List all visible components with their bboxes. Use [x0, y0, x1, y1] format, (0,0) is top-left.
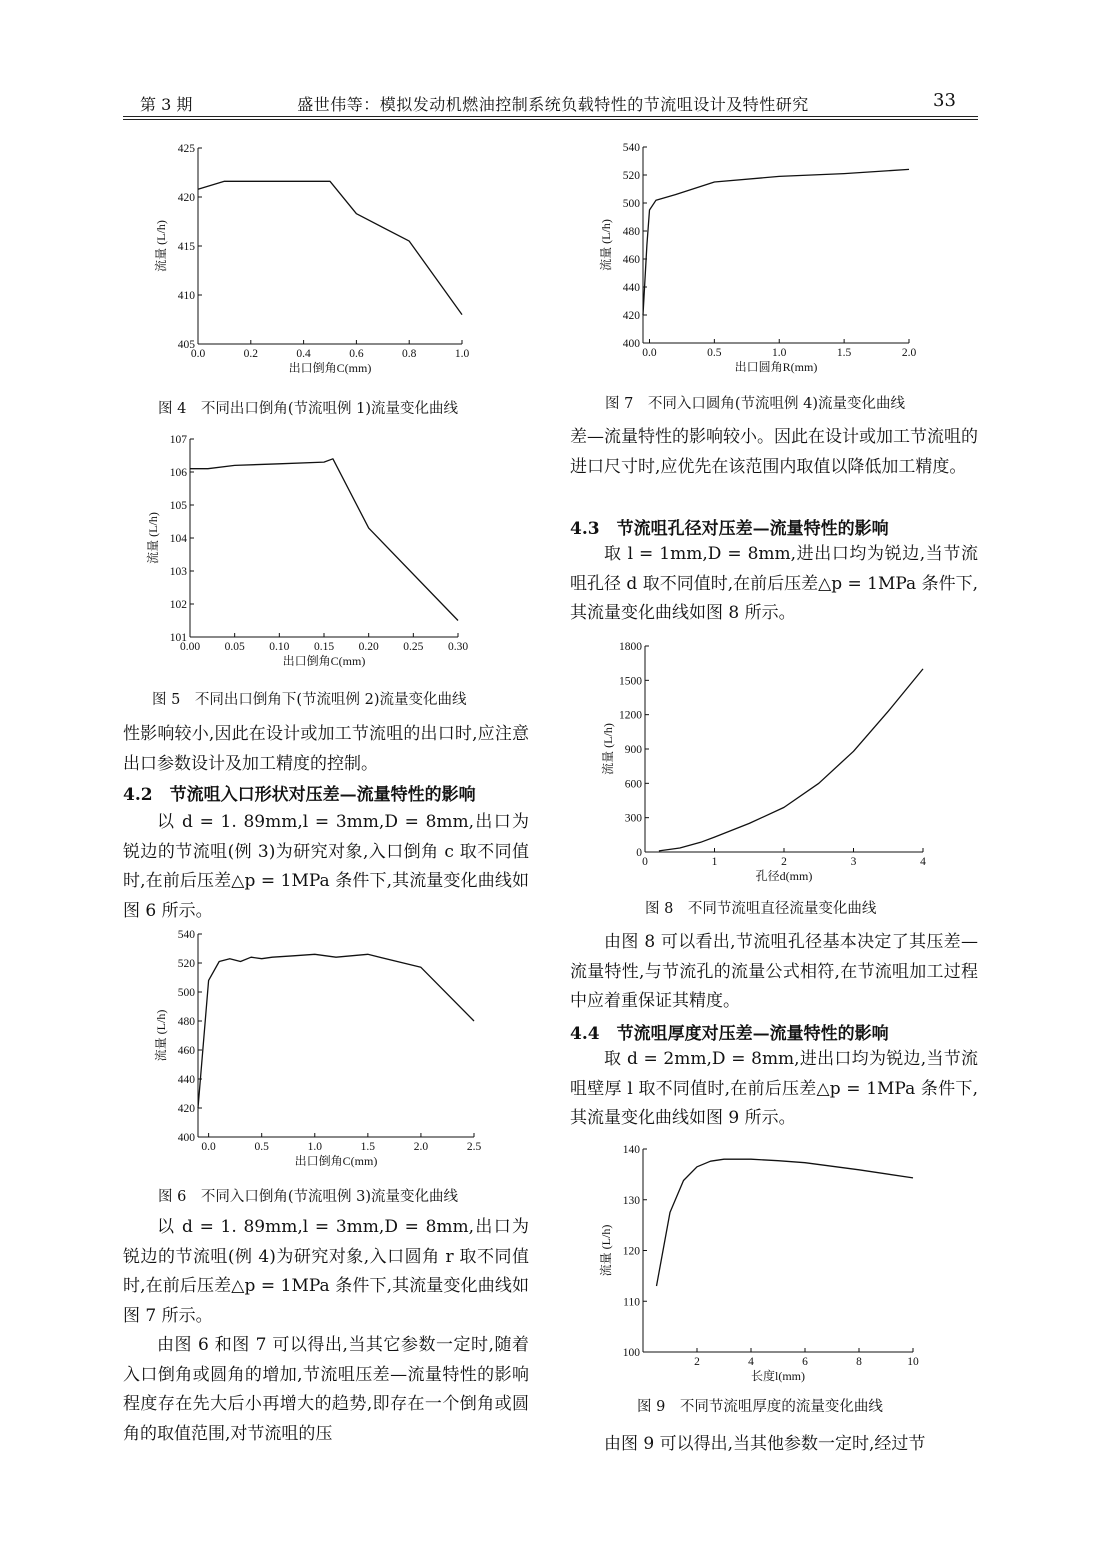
fig5-y-tick-label: 106 [169, 467, 187, 479]
fig7-series-line [643, 169, 909, 315]
right-p2-text: 取 l = 1mm,D = 8mm,进出口均为锐边,当节流咀孔径 d 取不同值时,在前后压差△p = 1MPa 条件下,其流量变化曲线如图 8 所示。 [570, 544, 978, 623]
fig7-x-tick-label: 2.0 [901, 347, 917, 359]
figure-5 [145, 430, 480, 674]
fig7-y-tick-label: 420 [622, 310, 640, 322]
section-4-3-heading: 4.3 节流咀孔径对压差—流量特性的影响 [570, 519, 889, 539]
fig5-y-tick-label: 107 [169, 434, 187, 446]
fig5-x-tick-label: 0.10 [269, 641, 290, 653]
fig4-x-axis-label: 出口倒角C(mm) [288, 361, 372, 375]
fig6-x-tick-label: 1.5 [360, 1141, 376, 1153]
right-paragraph-3 [570, 928, 978, 1017]
left-paragraph-4 [123, 1331, 529, 1449]
fig8-x-axis-label: 孔径d(mm) [755, 869, 813, 883]
fig9-x-tick-label: 6 [802, 1356, 808, 1368]
fig5-y-tick-label: 105 [169, 500, 187, 512]
fig6-y-axis-label: 流量 (L/h) [154, 1009, 168, 1062]
fig6-x-axis-label: 出口倒角C(mm) [294, 1154, 378, 1168]
fig7-y-tick-label: 400 [622, 338, 640, 350]
fig8-y-axis-label: 流量 (L/h) [601, 723, 615, 775]
fig8-y-tick-label: 1800 [619, 641, 642, 653]
fig6-x-tick-label: 1.0 [307, 1141, 322, 1153]
fig5-x-tick-label: 0.25 [403, 641, 424, 653]
fig5-x-tick-label: 0.05 [224, 641, 245, 653]
fig4-x-tick-label: 0.8 [402, 348, 417, 360]
fig5-series-line [190, 459, 458, 621]
fig8-y-tick-label: 1200 [619, 709, 642, 722]
fig6-y-tick-label: 500 [177, 987, 195, 999]
fig7-y-tick-label: 540 [622, 142, 640, 154]
fig9-x-tick-label: 4 [748, 1356, 754, 1368]
right-p4-text: 取 d = 2mm,D = 8mm,进出口均为锐边,当节流咀壁厚 l 取不同值时,在前后压差△p = 1MPa 条件下,其流量变化曲线如图 9 所示。 [570, 1049, 978, 1128]
fig8-series-line [659, 669, 923, 851]
fig9-y-tick-label: 120 [622, 1245, 640, 1258]
fig9-y-tick-label: 110 [623, 1296, 640, 1309]
fig7-plot [595, 138, 930, 378]
fig5-y-tick-label: 101 [169, 632, 187, 644]
fig9-y-axis-label: 流量 (L/h) [599, 1224, 613, 1277]
page-number: 33 [933, 90, 956, 111]
fig5-x-tick-label: 0.15 [313, 641, 335, 653]
fig8-x-tick-label: 1 [711, 856, 718, 868]
figure-7-caption: 图 7 不同入口圆角(节流咀例 4)流量变化曲线 [605, 396, 905, 412]
fig4-x-tick-label: 0.0 [190, 348, 206, 360]
fig7-x-tick-label: 0.0 [642, 347, 657, 359]
right-p1-text: 差—流量特性的影响较小。因此在设计或加工节流咀的进口尺寸时,应优先在该范围内取值以降低加工精度。 [570, 427, 978, 477]
left-p3-text: 以 d = 1. 89mm,l = 3mm,D = 8mm,出口为锐边的节流咀(例 4)为研究对象,入口圆角 r 取不同值时,在前后压差△p = 1MPa 条件下,其流量变化曲线如图 7 所示。 [123, 1217, 529, 1326]
figure-8-caption: 图 8 不同节流咀直径流量变化曲线 [645, 901, 877, 917]
fig8-x-tick-label: 2 [781, 856, 787, 868]
right-paragraph-1 [570, 423, 978, 482]
figure-7 [595, 138, 930, 382]
fig8-x-tick-label: 0 [642, 856, 648, 868]
fig5-y-tick-label: 103 [169, 566, 187, 578]
fig6-y-tick-label: 420 [177, 1103, 195, 1115]
fig7-y-tick-label: 480 [622, 226, 640, 238]
right-p5-text: 由图 9 可以得出,当其他参数一定时,经过节 [604, 1434, 926, 1454]
fig4-y-tick-label: 415 [177, 241, 195, 253]
fig6-series-line [198, 954, 474, 1108]
fig6-x-tick-label: 2.0 [413, 1141, 429, 1153]
right-paragraph-5 [570, 1430, 978, 1460]
fig9-y-tick-label: 100 [622, 1347, 640, 1359]
fig5-x-tick-label: 0.20 [358, 641, 379, 653]
fig4-y-tick-label: 420 [177, 192, 195, 204]
fig8-y-tick-label: 600 [624, 778, 642, 791]
fig7-y-tick-label: 460 [622, 254, 640, 266]
fig4-y-tick-label: 410 [177, 290, 195, 302]
right-p3-text: 由图 8 可以看出,节流咀孔径基本决定了其压差—流量特性,与节流孔的流量公式相符,在节流咀加工过程中应着重保证其精度。 [570, 932, 978, 1011]
fig5-x-tick-label: 0.30 [447, 641, 469, 653]
fig8-plot [595, 637, 935, 882]
fig6-y-tick-label: 460 [177, 1045, 195, 1057]
fig7-y-axis-label: 流量 (L/h) [599, 219, 613, 271]
fig9-y-tick-label: 140 [622, 1144, 640, 1156]
fig4-x-tick-label: 0.4 [296, 348, 311, 360]
fig7-x-tick-label: 1.0 [772, 347, 787, 359]
fig9-x-axis-label: 长度l(mm) [751, 1369, 805, 1383]
fig6-y-tick-label: 480 [177, 1016, 195, 1028]
figure-5-caption: 图 5 不同出口倒角下(节流咀例 2)流量变化曲线 [152, 692, 467, 708]
fig5-x-axis-label: 出口倒角C(mm) [282, 654, 366, 668]
fig4-x-tick-label: 1.0 [454, 348, 470, 360]
fig7-x-tick-label: 0.5 [707, 347, 722, 359]
section-4-2-heading: 4.2 节流咀入口形状对压差—流量特性的影响 [123, 785, 476, 805]
right-paragraph-4 [570, 1045, 978, 1134]
figure-8 [595, 637, 935, 886]
left-paragraph-2 [123, 808, 529, 926]
fig7-x-tick-label: 1.5 [836, 347, 852, 359]
fig9-plot [595, 1140, 925, 1385]
fig6-y-tick-label: 400 [177, 1132, 195, 1144]
left-p1-text: 性影响较小,因此在设计或加工节流咀的出口时,应注意出口参数设计及加工精度的控制。 [123, 724, 529, 774]
fig5-x-tick-label: 0.00 [179, 641, 201, 653]
figure-9-caption: 图 9 不同节流咀厚度的流量变化曲线 [637, 1399, 883, 1415]
fig6-y-tick-label: 440 [177, 1074, 195, 1086]
running-title: 盛世伟等：模拟发动机燃油控制系统负载特性的节流咀设计及特性研究 [297, 95, 809, 114]
left-p4-text: 由图 6 和图 7 可以得出,当其它参数一定时,随着入口倒角或圆角的增加,节流咀压差—流量特性的影响程度存在先大后小再增大的趋势,即存在一个倒角或圆角的取值范围,对节流咀的压 [123, 1335, 529, 1444]
fig8-x-tick-label: 4 [920, 856, 926, 868]
figure-4 [150, 140, 480, 384]
fig4-x-tick-label: 0.6 [349, 348, 364, 360]
fig4-plot [150, 140, 480, 380]
fig6-x-tick-label: 0.0 [201, 1141, 216, 1153]
figure-6 [150, 925, 490, 1174]
left-p2-text: 以 d = 1. 89mm,l = 3mm,D = 8mm,出口为锐边的节流咀(例 3)为研究对象,入口倒角 c 取不同值时,在前后压差△p = 1MPa 条件下,其流量变化曲线如图 6 所示。 [123, 812, 529, 921]
left-paragraph-3 [123, 1213, 529, 1331]
fig4-y-tick-label: 425 [177, 143, 195, 155]
fig8-y-tick-label: 0 [636, 847, 642, 859]
fig6-y-tick-label: 520 [177, 958, 195, 970]
left-paragraph-1 [123, 720, 529, 779]
fig8-x-tick-label: 3 [850, 856, 857, 868]
fig8-y-tick-label: 300 [624, 812, 642, 825]
fig9-x-tick-label: 8 [856, 1356, 862, 1368]
fig6-x-tick-label: 2.5 [466, 1141, 482, 1153]
fig7-y-tick-label: 440 [622, 282, 640, 294]
fig5-y-axis-label: 流量 (L/h) [146, 512, 160, 564]
fig4-series-line [198, 181, 462, 314]
fig5-plot [145, 430, 480, 670]
fig5-y-tick-label: 104 [169, 533, 187, 545]
fig5-y-tick-label: 102 [169, 599, 187, 611]
fig6-x-tick-label: 0.5 [254, 1141, 269, 1153]
fig7-x-axis-label: 出口圆角R(mm) [734, 360, 818, 374]
fig8-y-tick-label: 1500 [619, 675, 642, 688]
fig9-x-tick-label: 10 [907, 1356, 919, 1368]
right-paragraph-2 [570, 540, 978, 629]
fig4-y-axis-label: 流量 (L/h) [154, 220, 168, 272]
fig8-y-tick-label: 900 [624, 744, 642, 756]
figure-6-caption: 图 6 不同入口倒角(节流咀例 3)流量变化曲线 [158, 1189, 458, 1205]
fig6-plot [150, 925, 490, 1170]
fig4-y-tick-label: 405 [177, 339, 195, 351]
fig6-y-tick-label: 540 [177, 929, 195, 941]
fig4-x-tick-label: 0.2 [243, 348, 258, 360]
section-4-4-heading: 4.4 节流咀厚度对压差—流量特性的影响 [570, 1024, 889, 1044]
issue-number: 第 3 期 [140, 95, 193, 114]
figure-9 [595, 1140, 925, 1389]
fig9-y-tick-label: 130 [622, 1194, 640, 1207]
fig7-y-tick-label: 520 [622, 170, 640, 182]
fig7-y-tick-label: 500 [622, 198, 640, 210]
fig9-x-tick-label: 2 [694, 1356, 700, 1368]
fig9-series-line [657, 1159, 914, 1286]
header-rule [123, 116, 978, 120]
figure-4-caption: 图 4 不同出口倒角(节流咀例 1)流量变化曲线 [158, 401, 458, 417]
